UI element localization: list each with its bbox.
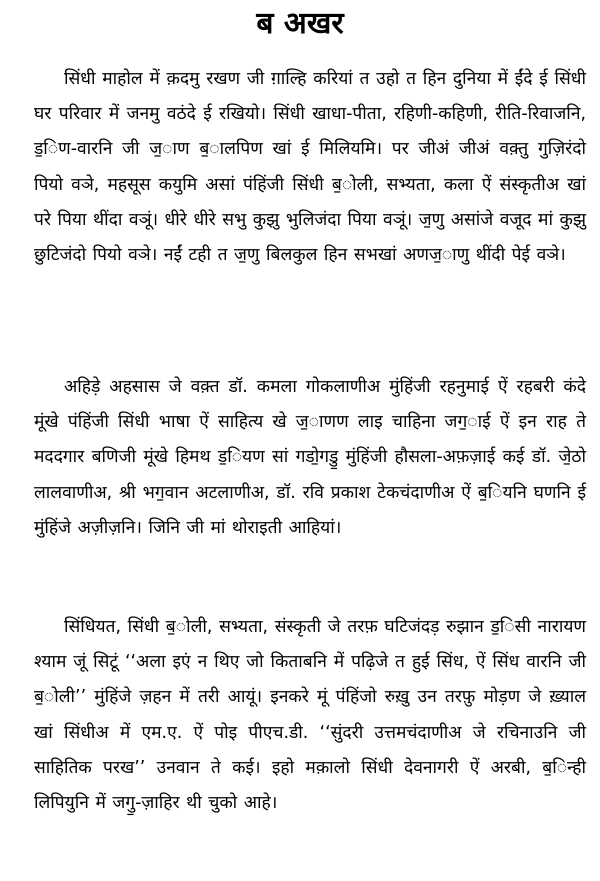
chapter-title: ब अखर bbox=[256, 6, 344, 41]
paragraph-2: अहिड़े अहसास जे वक़्त डॉ. कमला गोकलाणीअ मुंहिंजी रहनुमाई ऐं रहबरी कंदे मूंखे पंहिंजी सिंधी भाषा ऐं साहित्य खे ज॒ाणण लाइ चाहिना जग॒ाई ऐं इन राह ते मददगार बणिजी मूंखे हिमथ ड॒ियण सां गडो॒गडु॒ मुंहिंजी हौसला-अफ़ज़ाई कई डॉ. जे॒ठो लालवाणीअ, श्री भग॒वान अटलाणीअ, डॉ. रवि प्रकाश टेकचंदाणीअ ऐं ब॒ियनि घणनि ई मुंहिंजे अज़ीज़नि। जिनि जी मां थोराइती आहियां। bbox=[34, 377, 586, 538]
paragraph-3: सिंधियत, सिंधी ब॒ोली, सभ्यता, संस्कृती जे तरफ़ घटिजंदड़ रुझान ड॒िसी नारायण श्याम जूं सिटूं ‘‘अला इएं न थिए जो किताबनि में पढ़िजे त हुई सिंध, ऐं सिंध वारनि जी ब॒ोली’’ मुंहिंजे ज़हन में तरी आयूं। इनकरे मूं पंहिंजो रुख़ु उन तरफ़ु मोड़ण जे ख़्याल खां सिंधीअ में एम.ए. ऐं पोइ पीएच.डी. ‘‘सुंदरी उत्तमचंदाणीअ जे रचिनाउनि जी साहितिक परख’’ उनवान ते कई। इहो मक़ालो सिंधी देवनागरी ऐं अरबी, ब॒िन्ही लिपियुनि में जगु॒-ज़ाहिर थी चुको आहे। bbox=[34, 617, 586, 814]
paragraph-1: सिंधी माहोल में क़दमु रखण जी ग़ाल्हि करियां त उहो त हिन दुनिया में ईंदे ई सिंधी घर परिवार में जनमु वठंदे ई रखियो। सिंधी खाधा-पीता, रहिणी-कहिणी, रीति-रिवाजनि, ड॒िण-वारनि जी ज॒ाण ब॒ालपिण खां ई मिलियमि। पर जीअं जीअं वक़्तु गुज़िरंदो पियो वञे, महसूस कयुमि असां पंहिंजी सिंधी ब॒ोली, सभ्यता, कला ऐं संस्कृतीअ खां परे पिया थींदा वञूं। धीरे धीरे सभु कुझु भुलिजंदा पिया वञूं। ज॒णु असांजे वजूद मां कुझु छुटिजंदो पियो वञे। नईं टही त ज॒णु बिलकुल हिन सभखां अणज॒ाणु थींदी पेई वञे। bbox=[34, 69, 586, 266]
